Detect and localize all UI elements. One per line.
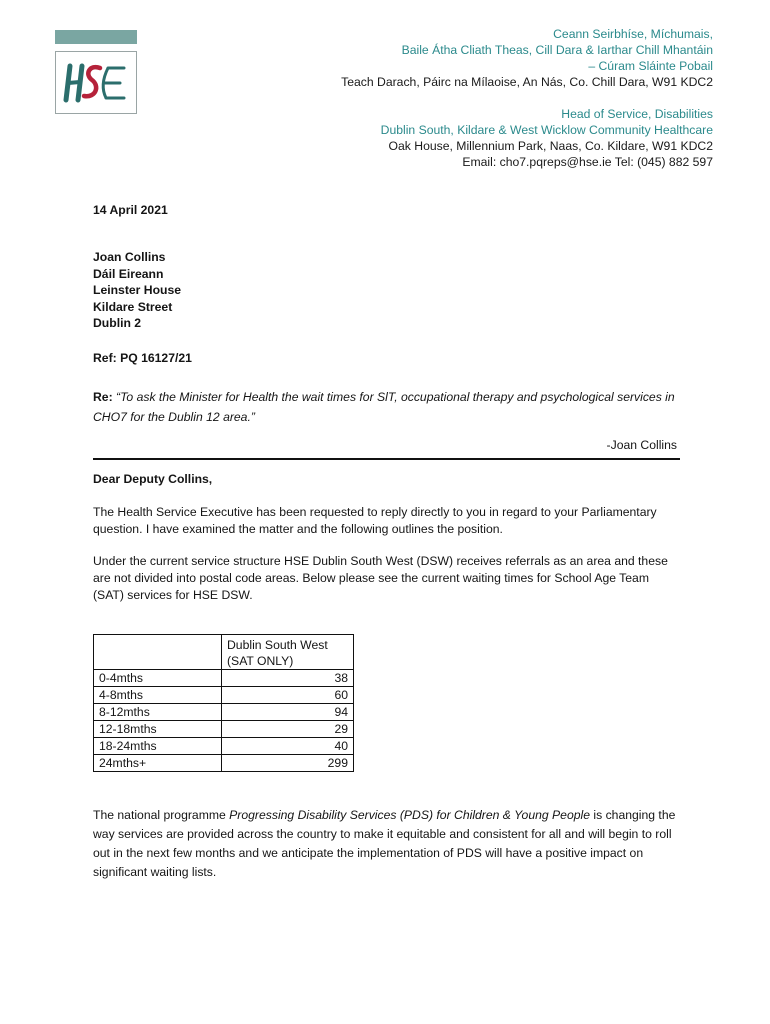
header-english-title: Head of Service, Disabilities: [561, 107, 713, 121]
table-row: [94, 687, 354, 704]
reference-number: Ref: PQ 16127/21: [93, 351, 192, 365]
header-irish-title: Ceann Seirbhíse, Míchumais,: [553, 27, 713, 41]
row-value: 38: [222, 670, 354, 687]
salutation: Dear Deputy Collins,: [93, 472, 213, 486]
recipient-line-2: Dáil Eireann: [93, 267, 164, 281]
row-value: 60: [222, 687, 354, 704]
recipient-name: Joan Collins: [93, 250, 166, 264]
paragraph-intro: The Health Service Executive has been requested to reply directly to you in regard to your Parliamentary question. I have examined the matter and the following outlines the position.: [93, 505, 657, 536]
paragraph-structure: Under the current service structure HSE Dublin South West (DSW) receives referrals as an area and these are not divided into postal code areas. Below please see the current waiting times for School Age Team (SAT) services for HSE DSW.: [93, 554, 668, 602]
row-value: 40: [222, 738, 354, 755]
subject-label: Re:: [93, 390, 113, 404]
row-label: 4-8mths: [94, 687, 222, 704]
table-row: [94, 704, 354, 721]
row-value: 299: [222, 755, 354, 772]
header-english-area: Dublin South, Kildare & West Wicklow Community Healthcare: [380, 123, 713, 137]
logo-top-bar: [55, 30, 137, 44]
recipient-line-3: Leinster House: [93, 283, 182, 297]
paragraph-pds: [93, 806, 678, 882]
table-row: [94, 755, 354, 772]
table-header-row: [94, 635, 354, 670]
recipient-line-5: Dublin 2: [93, 316, 142, 330]
letter-date: 14 April 2021: [93, 203, 168, 217]
divider-line: [93, 458, 680, 460]
table-row: [94, 738, 354, 755]
header-irish-service: – Cúram Sláinte Pobail: [588, 59, 713, 73]
row-label: 24mths+: [94, 755, 222, 772]
question-attribution: -Joan Collins: [606, 438, 677, 452]
row-label: 0-4mths: [94, 670, 222, 687]
table-row: [94, 670, 354, 687]
table-column-header: Dublin South West (SAT ONLY): [222, 635, 354, 670]
header-contact: Email: cho7.pqreps@hse.ie Tel: (045) 882 597: [462, 155, 713, 169]
pds-programme-name: Progressing Disability Services (PDS) for Children & Young People: [229, 808, 590, 822]
hse-logo: [55, 51, 137, 114]
table-corner-cell: [94, 635, 222, 670]
pds-text-start: The national programme: [93, 808, 230, 822]
header-irish-area: Baile Átha Cliath Theas, Cill Dara & Iarthar Chill Mhantáin: [401, 43, 713, 57]
recipient-line-4: Kildare Street: [93, 300, 173, 314]
subject-block: [93, 387, 678, 427]
header-irish-address: Teach Darach, Páirc na Mílaoise, An Nás, Co. Chill Dara, W91 KDC2: [341, 75, 713, 89]
subject-question: “To ask the Minister for Health the wait times for SlT, occupational therapy and psychological services in CHO7 for the Dublin 12 area.”: [93, 390, 675, 424]
header-english-address: Oak House, Millennium Park, Naas, Co. Kildare, W91 KDC2: [388, 139, 713, 153]
row-value: 29: [222, 721, 354, 738]
row-label: 18-24mths: [94, 738, 222, 755]
pds-text-end: is changing the way services are provided across the country to make it equitable and consistent for all and will begin to roll out in the next few months and we anticipate the implementation of PDS will have a positive impact on significant waiting lists.: [93, 808, 676, 879]
row-label: 12-18mths: [94, 721, 222, 738]
row-label: 8-12mths: [94, 704, 222, 721]
table-row: [94, 721, 354, 738]
row-value: 94: [222, 704, 354, 721]
hse-logo-mark: [56, 52, 136, 113]
waiting-times-table: [93, 634, 354, 772]
